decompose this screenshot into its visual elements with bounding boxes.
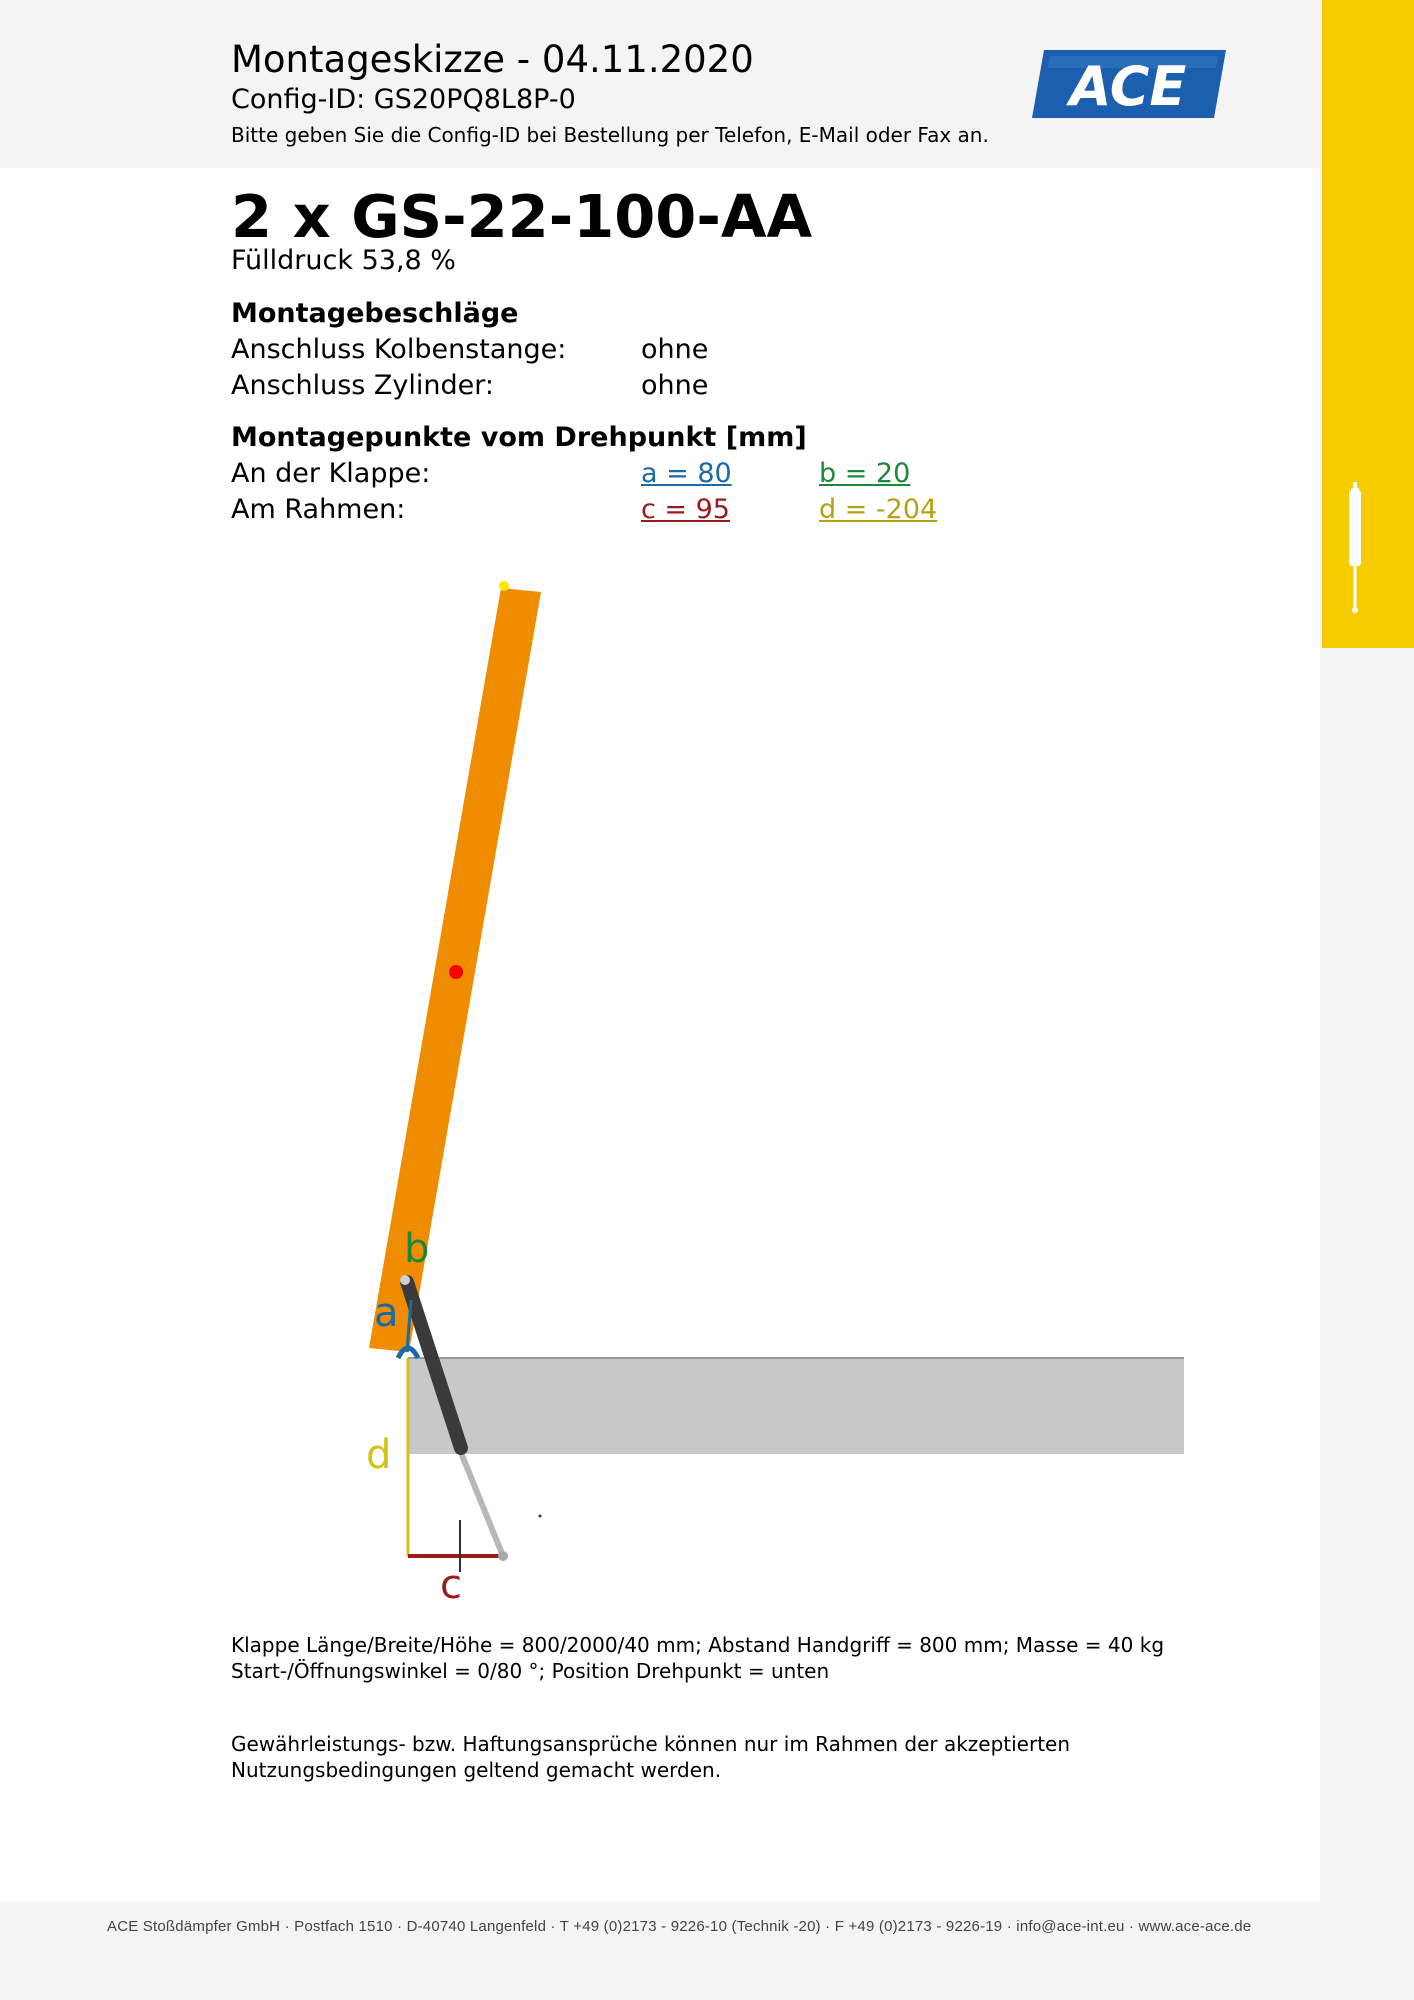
- spec-line-1: Klappe Länge/Breite/Höhe = 800/2000/40 mm; Abstand Handgriff = 800 mm; Masse = 40 kg: [231, 1633, 1165, 1657]
- dimension-c-link[interactable]: c = 95: [641, 494, 730, 525]
- frame-block: [408, 1358, 1184, 1454]
- warranty-line-1: Gewährleistungs- bzw. Haftungsansprüche können nur im Rahmen der akzeptierten: [231, 1732, 1071, 1756]
- ace-logo: [1030, 48, 1230, 120]
- product-name: 2 x GS-22-100-AA: [231, 182, 813, 251]
- dimension-b-link[interactable]: b = 20: [819, 458, 911, 489]
- footer-band: [0, 1902, 1320, 2000]
- rod-end-joint: [498, 1551, 508, 1561]
- frame-label: Am Rahmen:: [231, 494, 406, 525]
- label-a: a: [374, 1290, 399, 1336]
- config-id: Config-ID: GS20PQ8L8P-0: [231, 84, 576, 115]
- label-d: d: [366, 1432, 392, 1478]
- piston-connection-label: Anschluss Kolbenstange:: [231, 334, 567, 365]
- dimension-d-link[interactable]: d = -204: [819, 494, 938, 525]
- flap-end-marker: [499, 581, 509, 591]
- cylinder-connection-label: Anschluss Zylinder:: [231, 370, 494, 401]
- fig-dot: [539, 1515, 542, 1518]
- order-note: Bitte geben Sie die Config-ID bei Bestellung per Telefon, E-Mail oder Fax an.: [231, 123, 989, 147]
- warranty-line-2: Nutzungsbedingungen geltend gemacht werden.: [231, 1758, 722, 1782]
- fittings-heading: Montagebeschläge: [231, 298, 519, 329]
- pivot-marker: [398, 1348, 418, 1358]
- label-c: c: [440, 1562, 462, 1608]
- dimension-a-link[interactable]: a = 80: [641, 458, 732, 489]
- gas-spring-rod: [455, 1438, 503, 1556]
- label-b: b: [404, 1226, 430, 1272]
- page-title: Montageskizze - 04.11.2020: [231, 38, 754, 81]
- mounting-sketch: [340, 570, 1200, 1610]
- footer-contact: ACE Stoßdämpfer GmbH · Postfach 1510 · D-40740 Langenfeld · T +49 (0)2173 - 9226-10 (Technik -20) · F +49 (0)2173 - 9226-19 · info@ace-int.eu · www.ace-ace.de: [107, 1918, 1252, 1935]
- gas-spring-icon: [1340, 482, 1370, 622]
- cylinder-end-joint: [400, 1275, 410, 1285]
- flap-label: An der Klappe:: [231, 458, 431, 489]
- piston-connection-value: ohne: [641, 334, 709, 365]
- fill-pressure: Fülldruck 53,8 %: [231, 245, 456, 276]
- svg-text:ACE: ACE: [1069, 55, 1187, 118]
- cylinder-connection-value: ohne: [641, 370, 709, 401]
- mounting-points-heading: Montagepunkte vom Drehpunkt [mm]: [231, 422, 807, 453]
- spec-line-2: Start-/Öffnungswinkel = 0/80 °; Position Drehpunkt = unten: [231, 1659, 830, 1683]
- center-of-gravity-marker: [449, 965, 463, 979]
